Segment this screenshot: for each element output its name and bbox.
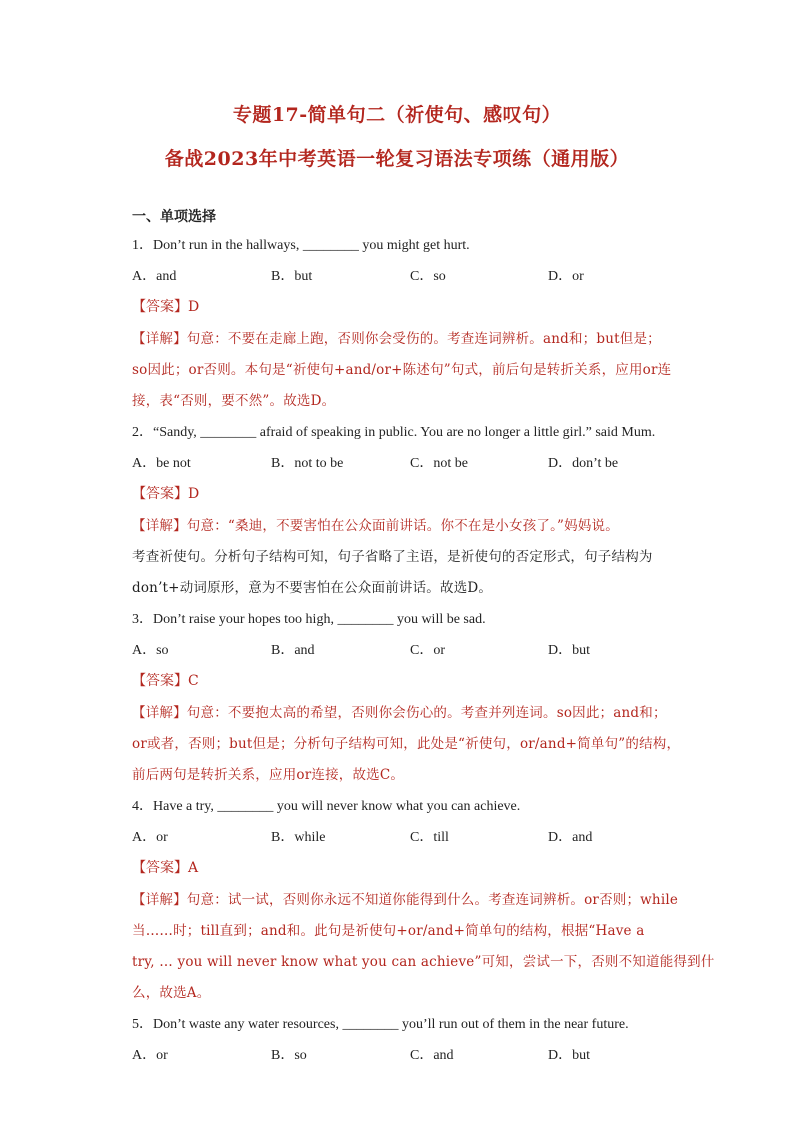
q3-explanation-line: 前后两句是转折关系，应用or连接，故选C。 xyxy=(132,767,405,783)
q1-answer: 【答案】D xyxy=(132,299,200,315)
q4-answer: 【答案】A xyxy=(132,860,199,876)
q3-option-a: A．so xyxy=(132,643,169,658)
q4-option-d: D．and xyxy=(548,830,593,845)
q5-option-d: D．but xyxy=(548,1048,590,1063)
q1-option-b: B．but xyxy=(271,269,313,284)
q2-option-a: A．be not xyxy=(132,456,191,471)
q3-explanation-line: 【详解】句意：不要抱太高的希望，否则你会伤心的。考查并列连词。so因此；and和； xyxy=(132,705,667,721)
question-1-stem: 1．Don’t run in the hallways, ________ you might get hurt. xyxy=(132,238,470,253)
q4-option-a: A．or xyxy=(132,830,168,845)
q5-option-c: C．and xyxy=(410,1048,454,1063)
q2-option-b: B．not to be xyxy=(271,456,344,471)
question-4-stem: 4．Have a try, ________ you will never know what you can achieve. xyxy=(132,799,521,814)
q3-answer: 【答案】C xyxy=(132,673,199,689)
q4-explanation-line: 【详解】句意：试一试，否则你永远不知道你能得到什么。考查连词辨析。or否则；while xyxy=(132,892,679,908)
section-heading: 一、单项选择 xyxy=(132,209,216,225)
q3-explanation-line: or或者，否则；but但是；分析句子结构可知，此处是“祈使句，or/and+简单句”的结构， xyxy=(132,736,681,752)
document-title: 专题17-简单句二（祈使句、感叹句） xyxy=(232,104,562,126)
q2-explanation-line: 【详解】句意：“桑迪，不要害怕在公众面前讲话。你不在是小女孩了。”妈妈说。 xyxy=(132,518,619,534)
q1-option-c: C．so xyxy=(410,269,446,284)
q3-option-c: C．or xyxy=(410,643,445,658)
q4-option-b: B．while xyxy=(271,830,326,845)
q4-explanation-line: 么，故选A。 xyxy=(132,985,211,1001)
q4-explanation-line: try, … you will never know what you can achieve”可知，尝试一下，否则不知道能得到什 xyxy=(132,954,715,970)
q2-explanation-line: don’t+动词原形，意为不要害怕在公众面前讲话。故选D。 xyxy=(132,580,493,596)
q3-option-b: B．and xyxy=(271,643,315,658)
q5-option-a: A．or xyxy=(132,1048,168,1063)
q2-option-c: C．not be xyxy=(410,456,468,471)
q1-explanation-line: 接，表“否则，要不然”。故选D。 xyxy=(132,393,336,409)
q2-answer: 【答案】D xyxy=(132,486,200,502)
q1-explanation-line: 【详解】句意：不要在走廊上跑，否则你会受伤的。考查连词辨析。and和；but但是； xyxy=(132,331,661,347)
q4-explanation-line: 当……时；till直到；and和。此句是祈使句+or/and+简单句的结构，根据“Have a xyxy=(132,923,645,939)
q3-option-d: D．but xyxy=(548,643,590,658)
q2-explanation-line: 考查祈使句。分析句子结构可知，句子省略了主语，是祈使句的否定形式，句子结构为 xyxy=(132,549,653,565)
q1-option-a: A．and xyxy=(132,269,177,284)
document-subtitle: 备战2023年中考英语一轮复习语法专项练（通用版） xyxy=(164,148,630,170)
question-5-stem: 5．Don’t waste any water resources, ________ you’ll run out of them in the near future. xyxy=(132,1017,629,1032)
q5-option-b: B．so xyxy=(271,1048,307,1063)
q4-option-c: C．till xyxy=(410,830,449,845)
question-2-stem: 2．“Sandy, ________ afraid of speaking in public. You are no longer a little girl.” said Mum. xyxy=(132,425,656,440)
q1-option-d: D．or xyxy=(548,269,584,284)
q1-explanation-line: so因此；or否则。本句是“祈使句+and/or+陈述句”句式，前后句是转折关系，应用or连 xyxy=(132,362,672,378)
q2-option-d: D．don’t be xyxy=(548,456,619,471)
question-3-stem: 3．Don’t raise your hopes too high, ________ you will be sad. xyxy=(132,612,486,627)
